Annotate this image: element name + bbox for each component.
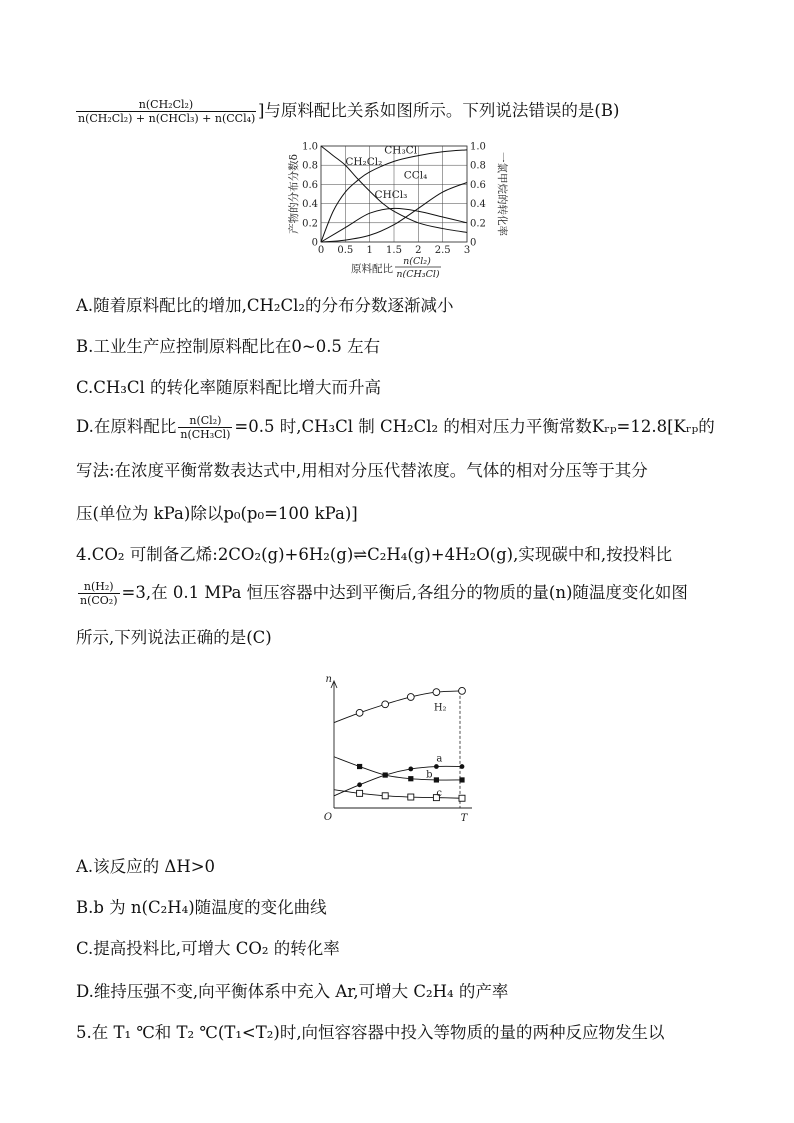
- y-tick-label-left: 0.2: [302, 218, 318, 230]
- y-tick-label-left: 0.6: [302, 179, 318, 191]
- series-line: [334, 787, 462, 799]
- y-tick-label-left: 1.0: [302, 141, 318, 153]
- data-point: [408, 767, 413, 772]
- data-point: [407, 694, 414, 701]
- y-tick-label-right: 1.0: [470, 141, 486, 153]
- y-tick-label-left: 0.4: [302, 199, 318, 211]
- x-tick-label: 1: [366, 245, 373, 256]
- data-point: [408, 794, 414, 800]
- chart-distribution: [285, 138, 515, 278]
- data-point: [382, 793, 388, 799]
- y-tick-label-right: 0.2: [470, 218, 486, 230]
- q3-d-fraction: [178, 414, 232, 441]
- y-tick-label-right: 0.4: [470, 199, 486, 211]
- data-point: [459, 795, 465, 801]
- q3-option-a: A.随着原料配比的增加,CH₂Cl₂的分布分数逐渐减小: [76, 296, 454, 315]
- series-label: c: [436, 787, 443, 799]
- series-line: [334, 757, 462, 780]
- q3-option-d: [76, 414, 715, 441]
- data-point: [382, 701, 389, 708]
- intro-fraction-num: n(CH₂Cl₂): [138, 98, 194, 111]
- q3-d-frac-num: n(Cl₂): [189, 414, 222, 427]
- series-label: CH₂Cl₂: [345, 156, 383, 169]
- x-tick-label: 0.5: [337, 245, 354, 256]
- series-label: CH₃Cl: [384, 144, 418, 157]
- x-tick-label: 2.5: [434, 245, 451, 256]
- x-tick-label: 1.5: [386, 245, 402, 256]
- q4-frac-num: n(H₂): [83, 580, 114, 593]
- y-tick-label-right: 0: [470, 237, 477, 249]
- data-point: [357, 764, 362, 769]
- series-label: H₂: [433, 702, 447, 714]
- series-label: a: [436, 753, 443, 765]
- series-label: CHCl₃: [374, 188, 408, 201]
- data-point: [357, 782, 362, 787]
- x-axis-title-prefix: 原料配比: [351, 263, 393, 275]
- x-tick-label: 0: [317, 245, 325, 256]
- q3-d-frac-den: n(CH₃Cl): [180, 428, 231, 441]
- q3-d-line2: 写法:在浓度平衡常数表达式中,用相对分压代替浓度。气体的相对分压等于其分: [76, 461, 648, 480]
- q3-d-prefix: D.在原料配比: [76, 417, 177, 436]
- q4-line2-rest: =3,在 0.1 MPa 恒压容器中达到平衡后,各组分的物质的量(n)随温度变化如图: [121, 583, 688, 602]
- x-tick-label: 3: [463, 245, 471, 256]
- y-tick-label-left: 0: [311, 237, 318, 249]
- y-tick-label-left: 0.8: [302, 160, 318, 172]
- data-point: [357, 790, 363, 796]
- q4-line1: 4.CO₂ 可制备乙烯:2CO₂(g)+6H₂(g)⇌C₂H₄(g)+4H₂O(g),实现碳中和,按投料比: [76, 545, 673, 564]
- q3-d-line3: 压(单位为 kPa)除以p₀(p₀=100 kPa)]: [76, 504, 358, 523]
- y-axis-title-right: 一氯甲烷的转化率: [496, 152, 508, 236]
- q4-line2: [76, 580, 688, 607]
- y-tick-label-right: 0.8: [470, 160, 486, 172]
- data-point: [460, 764, 465, 769]
- data-point: [459, 687, 466, 694]
- data-point: [408, 776, 413, 781]
- x-axis-frac-num: n(Cl₂): [403, 256, 431, 267]
- origin-label: O: [323, 812, 333, 823]
- x-axis-frac-den: n(CH₃Cl): [396, 269, 440, 278]
- data-point: [383, 772, 388, 777]
- y-axis-label: n: [325, 676, 332, 685]
- q4-option-a: A.该反应的 ΔH>0: [76, 857, 216, 876]
- series-label: CCl₄: [403, 169, 428, 182]
- q3-d-rest: =0.5 时,CH₃Cl 制 CH₂Cl₂ 的相对压力平衡常数Kᵣₚ=12.8[Kᵣₚ的: [234, 417, 715, 436]
- data-point: [459, 777, 464, 782]
- x-tick-label: 2: [415, 245, 422, 256]
- y-axis-title-left: 产物的分布分数δ: [288, 154, 300, 234]
- data-point: [434, 764, 439, 769]
- q4-fraction: [78, 580, 120, 607]
- q4-option-d: D.维持压强不变,向平衡体系中充入 Ar,可增大 C₂H₄ 的产率: [76, 982, 509, 1001]
- q4-option-b: B.b 为 n(C₂H₄)随温度的变化曲线: [76, 898, 327, 917]
- series-label: b: [426, 769, 433, 781]
- series-line: [334, 766, 462, 795]
- y-tick-label-right: 0.6: [470, 179, 486, 191]
- q4-frac-den: n(CO₂): [80, 594, 118, 607]
- x-axis-label: T: [460, 813, 468, 824]
- q4-line3: 所示,下列说法正确的是(C): [76, 628, 272, 647]
- q4-option-c: C.提高投料比,可增大 CO₂ 的转化率: [76, 939, 340, 958]
- q3-option-b: B.工业生产应控制原料配比在0~0.5 左右: [76, 337, 381, 356]
- intro-fraction-den: n(CH₂Cl₂) + n(CHCl₃) + n(CCl₄): [78, 112, 256, 125]
- q3-option-c: C.CH₃Cl 的转化率随原料配比增大而升高: [76, 378, 382, 397]
- intro-text: ]与原料配比关系如图所示。下列说法错误的是(B): [258, 101, 620, 120]
- chart-temperature: [320, 676, 480, 826]
- intro-fraction: [76, 98, 256, 125]
- data-point: [433, 689, 440, 696]
- data-point: [434, 777, 439, 782]
- intro-line: [74, 98, 619, 125]
- q5-line1: 5.在 T₁ ℃和 T₂ ℃(T₁<T₂)时,向恒容容器中投入等物质的量的两种反应物发生以: [76, 1023, 665, 1042]
- data-point: [356, 709, 363, 716]
